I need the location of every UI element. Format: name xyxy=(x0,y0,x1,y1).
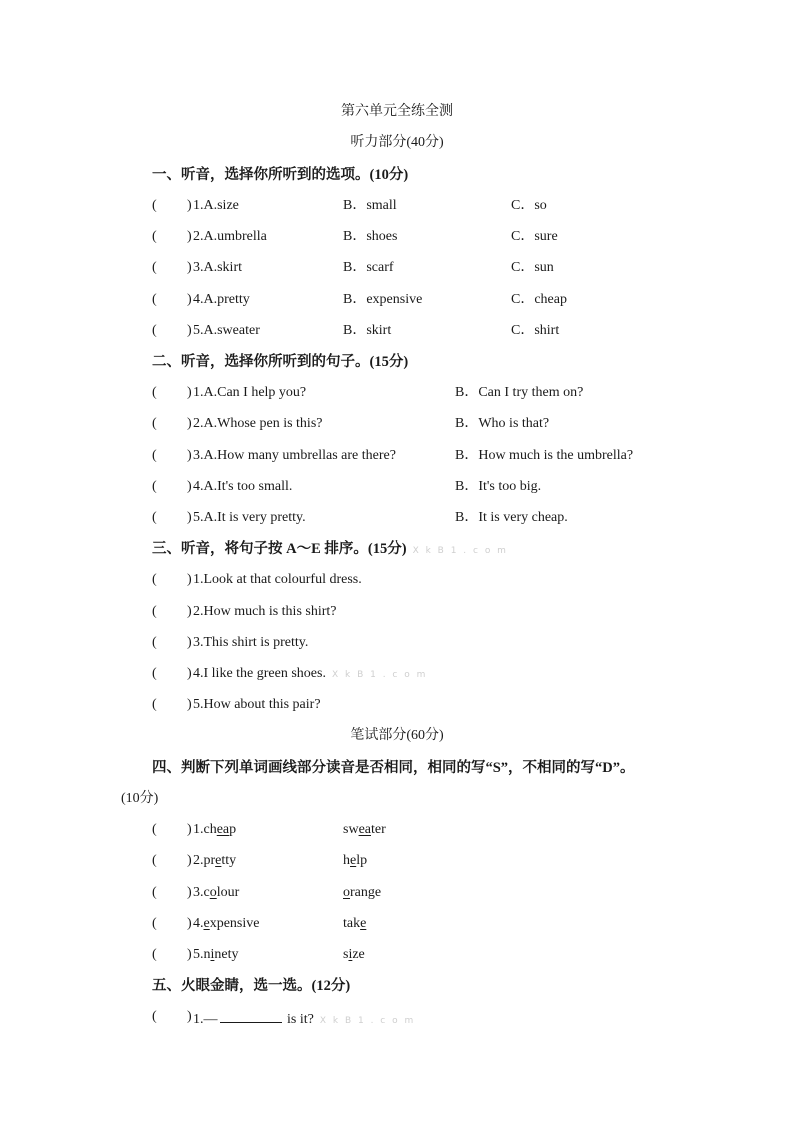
section-4-item xyxy=(0,884,794,902)
answer-paren-close: ) xyxy=(187,697,192,712)
answer-paren-close: ) xyxy=(187,604,192,619)
answer-paren-open: ( xyxy=(152,635,157,650)
word-a-pre: ch xyxy=(203,822,217,837)
section-1-item xyxy=(0,228,794,246)
option-a: 4.A.It's too small. xyxy=(193,479,293,494)
answer-paren-open: ( xyxy=(152,885,157,900)
word-b-underlined: e xyxy=(350,853,357,868)
answer-paren-close: ) xyxy=(187,198,192,213)
section-1-heading: 一、听音，选择你所听到的选项。(10分) xyxy=(152,167,409,183)
answer-paren-open: ( xyxy=(152,604,157,619)
option-b: B．scarf xyxy=(343,260,394,275)
option-b: B．It's too big. xyxy=(455,479,542,494)
word-b-post: ze xyxy=(352,947,365,962)
section-4-item xyxy=(0,852,794,870)
watermark-text: X k B 1 . c o m xyxy=(319,1016,416,1026)
section-3-item xyxy=(0,665,794,683)
answer-blank xyxy=(220,1008,282,1023)
section-2-item xyxy=(0,384,794,402)
word-a-post: tty xyxy=(221,853,237,868)
answer-paren-close: ) xyxy=(187,853,192,868)
sentence-text: 4.I like the green shoes. xyxy=(193,666,326,681)
option-b: B．expensive xyxy=(343,292,423,307)
watermark-text: X k B 1 . c o m xyxy=(412,546,508,556)
section-4-heading-cont: (10分) xyxy=(121,791,159,806)
option-c: C．sun xyxy=(511,260,554,275)
section-3-item xyxy=(0,696,794,714)
word-b xyxy=(343,884,381,902)
item-number: 3. xyxy=(193,885,204,900)
word-a-post: p xyxy=(229,822,237,837)
word-b xyxy=(343,946,365,964)
option-b: B．small xyxy=(343,198,397,213)
question-suffix: is it? xyxy=(283,1012,314,1027)
answer-paren-close: ) xyxy=(187,229,192,244)
option-b: B．How much is the umbrella? xyxy=(455,448,634,463)
word-b-post: range xyxy=(350,885,382,900)
answer-paren-open: ( xyxy=(152,416,157,431)
answer-paren-close: ) xyxy=(187,385,192,400)
answer-paren-close: ) xyxy=(187,416,192,431)
option-a: 3.A.How many umbrellas are there? xyxy=(193,448,396,463)
answer-paren-open: ( xyxy=(152,479,157,494)
answer-paren-open: ( xyxy=(152,260,157,275)
answer-paren-close: ) xyxy=(187,916,192,931)
word-b-post: lp xyxy=(356,853,368,868)
item-number: 4. xyxy=(193,916,204,931)
section-4-heading: 四、判断下列单词画线部分读音是否相同，相同的写“S”，不相同的写“D”。 xyxy=(152,760,635,776)
option-a: 2.A.umbrella xyxy=(193,229,267,244)
section-2-item xyxy=(0,447,794,465)
word-a-pre: n xyxy=(203,947,211,962)
answer-paren-close: ) xyxy=(187,572,192,587)
word-b-underlined: ea xyxy=(358,822,371,837)
word-a-pre: pr xyxy=(203,853,216,868)
answer-paren-open: ( xyxy=(152,916,157,931)
answer-paren-open: ( xyxy=(152,323,157,338)
section-3-item xyxy=(0,634,794,652)
listening-section-header: 听力部分(40分) xyxy=(350,135,444,150)
word-a xyxy=(193,884,239,902)
answer-paren-open: ( xyxy=(152,229,157,244)
word-b-pre: h xyxy=(343,853,350,868)
question xyxy=(193,1008,415,1030)
option-b: B．skirt xyxy=(343,323,392,338)
section-4-item xyxy=(0,946,794,964)
sentence xyxy=(193,634,314,653)
option-b: B．It is very cheap. xyxy=(455,510,568,525)
section-2-heading: 二、听音，选择你所听到的句子。(15分) xyxy=(152,354,409,370)
section-3-item xyxy=(0,571,794,589)
word-a xyxy=(193,946,239,964)
word-b xyxy=(343,915,366,933)
sentence-text: 3.This shirt is pretty. xyxy=(193,635,309,650)
section-3-heading: 三、听音，将句子按 A～E 排序。(15分) xyxy=(152,541,407,557)
option-a: 5.A.It is very pretty. xyxy=(193,510,306,525)
word-a-pre: c xyxy=(203,885,210,900)
word-b-underlined: i xyxy=(348,947,353,962)
section-4-item xyxy=(0,821,794,839)
word-a-post: lour xyxy=(216,885,240,900)
answer-paren-close: ) xyxy=(187,635,192,650)
section-5-item xyxy=(0,1008,794,1026)
answer-paren-open: ( xyxy=(152,572,157,587)
word-a xyxy=(193,852,236,870)
option-a: 1.A.Can I help you? xyxy=(193,385,307,400)
word-b xyxy=(343,821,386,839)
word-b-pre: sw xyxy=(343,822,359,837)
word-a-post: xpensive xyxy=(209,916,260,931)
section-5-heading: 五、火眼金睛，选一选。(12分) xyxy=(152,978,351,994)
answer-paren-open: ( xyxy=(152,448,157,463)
answer-paren-close: ) xyxy=(187,822,192,837)
answer-paren-close: ) xyxy=(187,260,192,275)
answer-paren-close: ) xyxy=(187,885,192,900)
option-c: C．shirt xyxy=(511,323,560,338)
word-a-underlined: o xyxy=(209,885,217,900)
section-2-item xyxy=(0,509,794,527)
written-section-header: 笔试部分(60分) xyxy=(350,728,444,743)
section-1-item xyxy=(0,291,794,309)
option-a: 4.A.pretty xyxy=(193,292,250,307)
option-a: 3.A.skirt xyxy=(193,260,242,275)
page-title: 第六单元全练全测 xyxy=(341,104,453,119)
answer-paren-close: ) xyxy=(187,323,192,338)
answer-paren-close: ) xyxy=(187,448,192,463)
answer-paren-close: ) xyxy=(187,479,192,494)
sentence-text: 2.How much is this shirt? xyxy=(193,604,337,619)
section-3-heading-line xyxy=(152,540,508,560)
word-b xyxy=(343,852,367,870)
sentence xyxy=(193,696,327,715)
sentence xyxy=(193,665,427,684)
option-c: C．so xyxy=(511,198,547,213)
answer-paren-close: ) xyxy=(187,1009,192,1024)
question-prefix: 1.— xyxy=(193,1012,218,1027)
option-c: C．sure xyxy=(511,229,558,244)
word-a-underlined: e xyxy=(215,853,222,868)
item-number: 2. xyxy=(193,853,204,868)
word-a-underlined: i xyxy=(210,947,215,962)
option-a: 2.A.Whose pen is this? xyxy=(193,416,323,431)
sentence-text: 5.How about this pair? xyxy=(193,697,321,712)
section-3-item xyxy=(0,603,794,621)
option-a: 5.A.sweater xyxy=(193,323,260,338)
sentence-text: 1.Look at that colourful dress. xyxy=(193,572,362,587)
answer-paren-open: ( xyxy=(152,198,157,213)
sentence xyxy=(193,571,368,590)
sentence xyxy=(193,603,343,622)
word-a xyxy=(193,915,259,933)
option-a: 1.A.size xyxy=(193,198,239,213)
answer-paren-close: ) xyxy=(187,292,192,307)
option-b: B．shoes xyxy=(343,229,398,244)
word-b-pre: tak xyxy=(343,916,361,931)
section-2-item xyxy=(0,415,794,433)
item-number: 1. xyxy=(193,822,204,837)
section-4-item xyxy=(0,915,794,933)
word-a-underlined: ea xyxy=(216,822,230,837)
watermark-text: X k B 1 . c o m xyxy=(331,670,428,680)
answer-paren-open: ( xyxy=(152,292,157,307)
answer-paren-close: ) xyxy=(187,510,192,525)
word-b-pre: s xyxy=(343,947,349,962)
answer-paren-open: ( xyxy=(152,853,157,868)
answer-paren-open: ( xyxy=(152,1009,157,1024)
section-1-item xyxy=(0,322,794,340)
option-c: C．cheap xyxy=(511,292,567,307)
option-b: B．Who is that? xyxy=(455,416,550,431)
answer-paren-open: ( xyxy=(152,666,157,681)
answer-paren-open: ( xyxy=(152,510,157,525)
answer-paren-open: ( xyxy=(152,947,157,962)
answer-paren-open: ( xyxy=(152,697,157,712)
word-b-underlined: e xyxy=(360,916,367,931)
answer-paren-close: ) xyxy=(187,666,192,681)
word-a xyxy=(193,821,236,839)
answer-paren-close: ) xyxy=(187,947,192,962)
answer-paren-open: ( xyxy=(152,822,157,837)
section-1-item xyxy=(0,197,794,215)
section-2-item xyxy=(0,478,794,496)
option-b: B．Can I try them on? xyxy=(455,385,584,400)
item-number: 5. xyxy=(193,947,204,962)
answer-paren-open: ( xyxy=(152,385,157,400)
word-b-post: ter xyxy=(371,822,386,837)
section-1-item xyxy=(0,259,794,277)
word-b-underlined: o xyxy=(343,885,350,900)
word-a-underlined: e xyxy=(203,916,210,931)
word-a-post: nety xyxy=(214,947,239,962)
